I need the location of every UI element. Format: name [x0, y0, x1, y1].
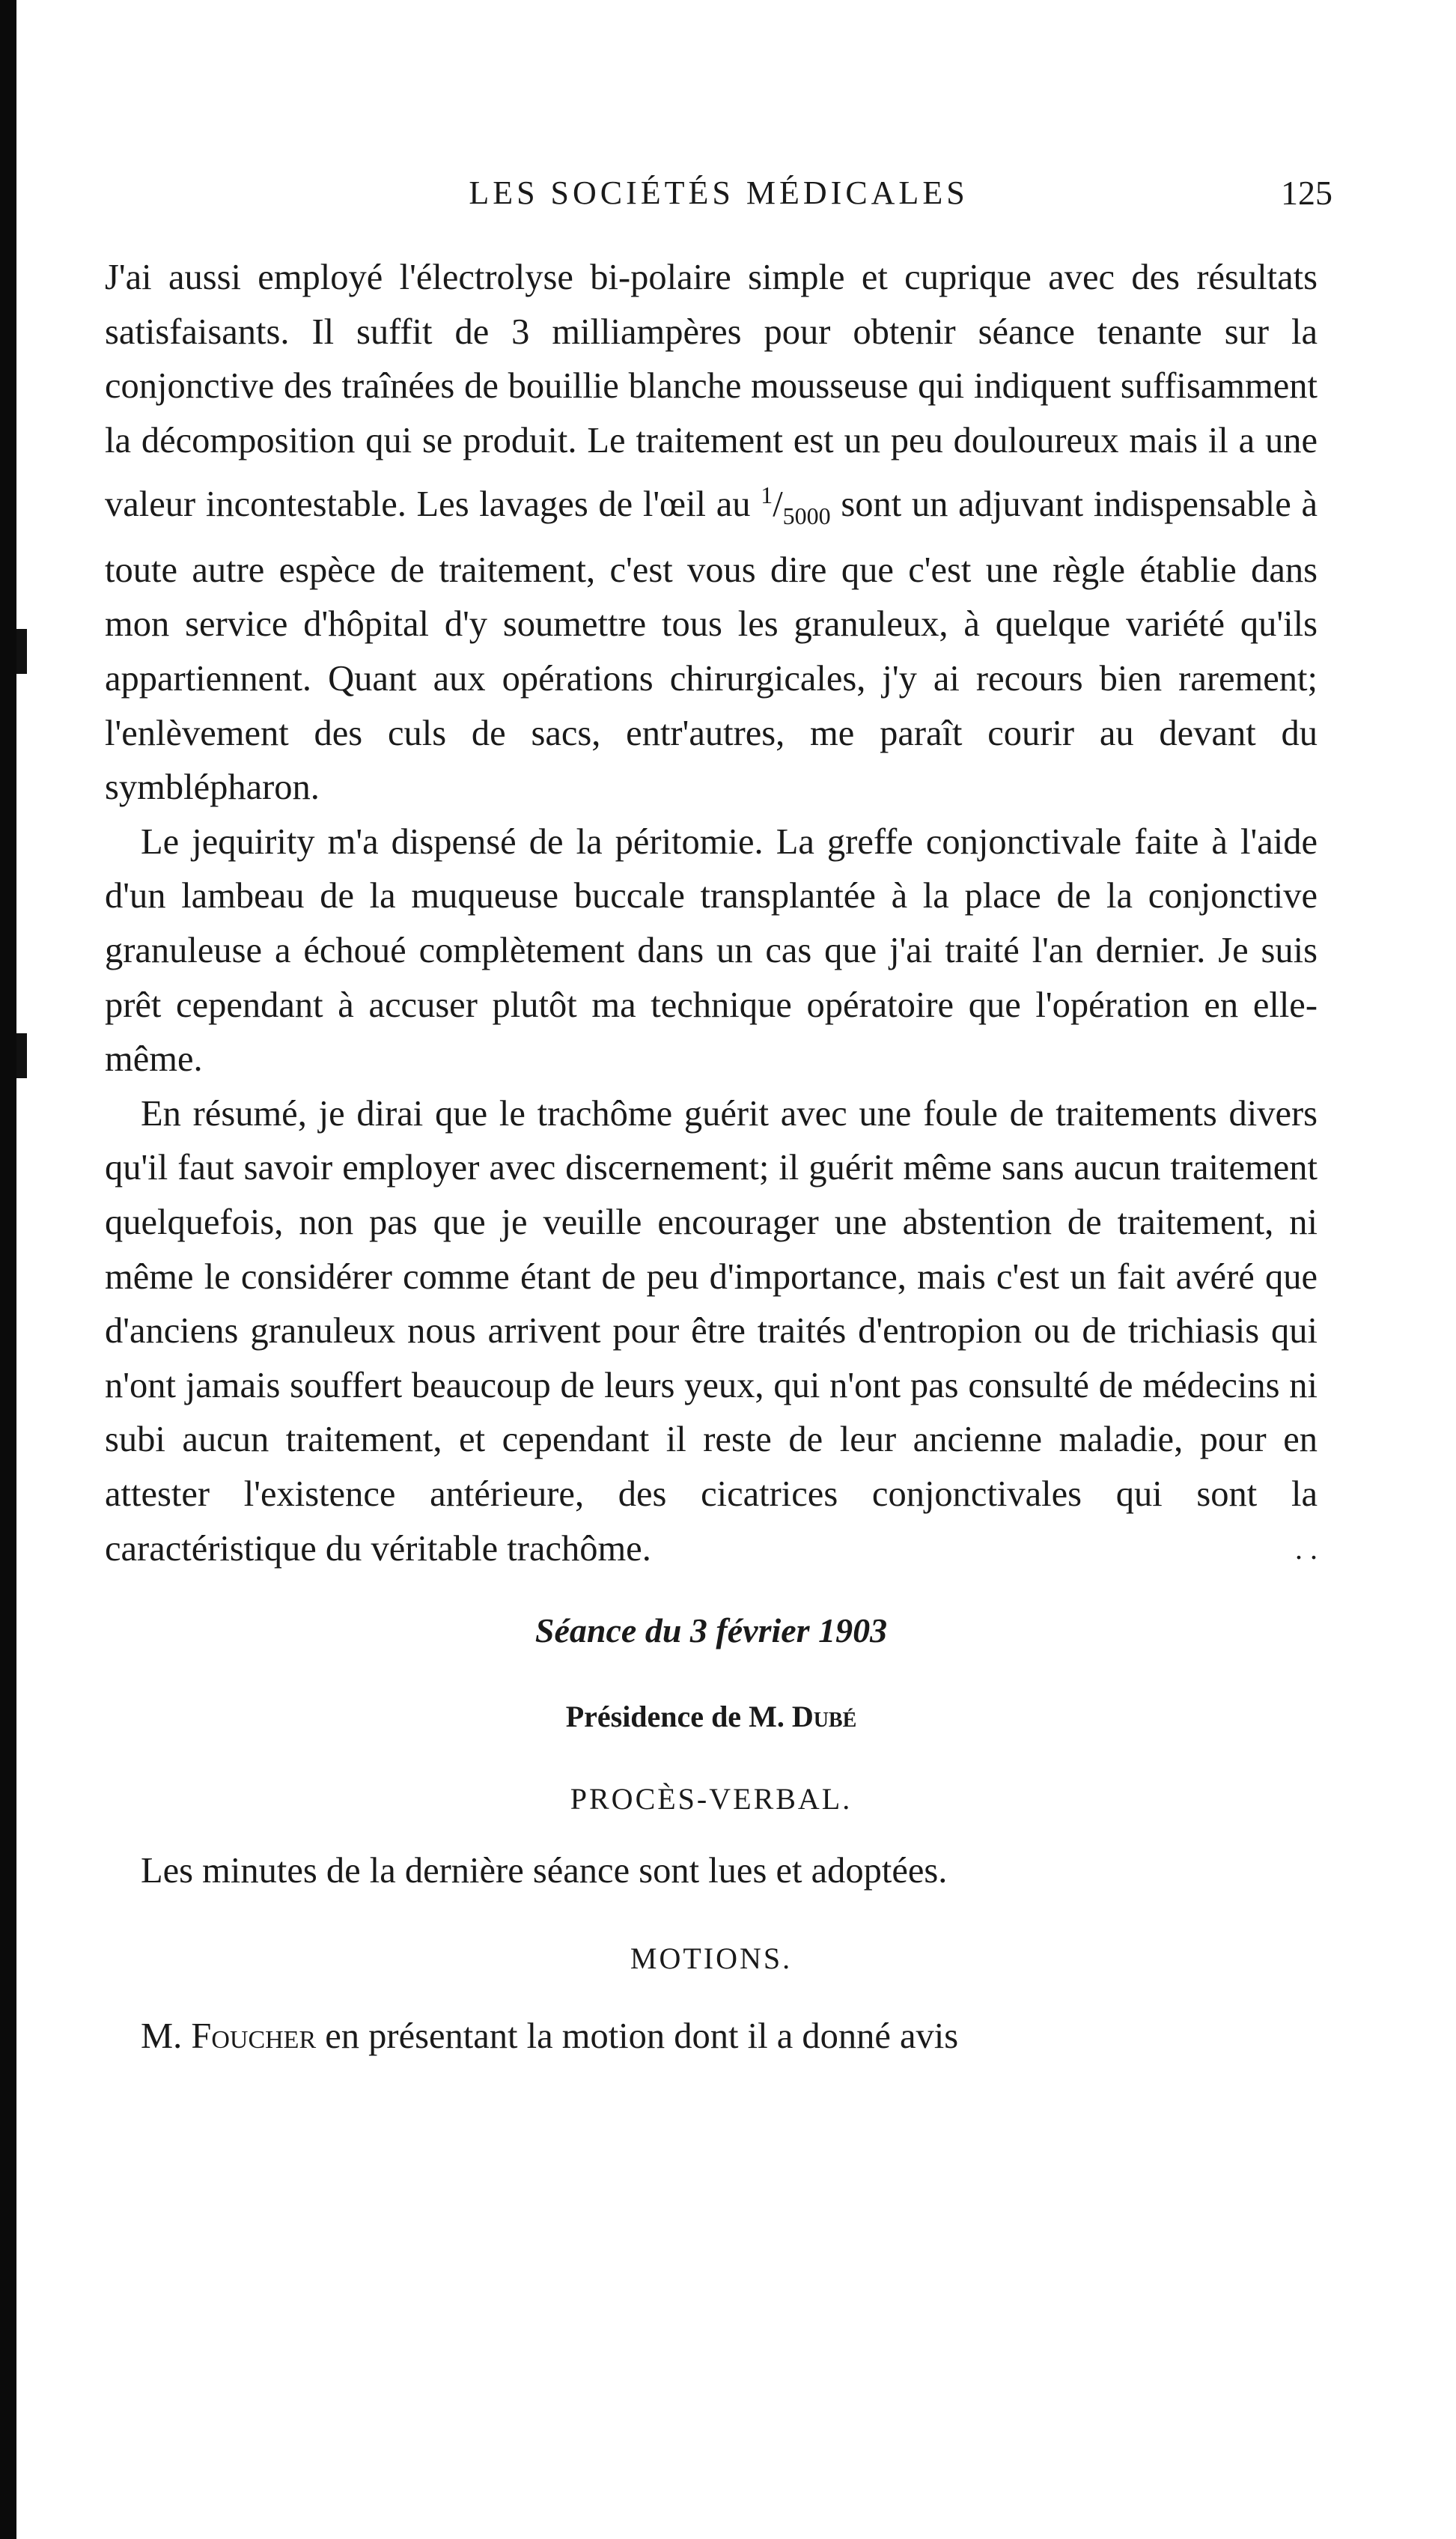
presidence-line: [105, 1694, 1318, 1739]
seance-title: Séance du 3 février 1903: [534, 1611, 888, 1650]
president-name: Dubé: [791, 1700, 857, 1734]
running-head: LES SOCIÉTÉS MÉDICALES: [469, 174, 969, 211]
page-body: [105, 251, 1318, 2064]
motions-heading: MOTIONS.: [630, 1941, 793, 1975]
paragraph: En résumé, je dirai que le trachôme guérit avec une foule de traitements divers qu'il faut savoir employer avec discernement; il guérit même sans aucun traitement quelquefois, non pas que je veuille encourager une abstention de traitement, ni même le considérer comme étant de peu d'importance, mais c'est un fait avéré que d'anciens granuleux nous arrivent pour être traités d'entropion ou de trichiasis qui n'ont jamais souffert beaucoup de leurs yeux, qui n'ont pas consulté de médecins ni subi aucun traitement, et cependant il reste de leur ancienne maladie, pour en attester l'existence antérieure, des cicatrices conjonctivales qui sont la caractéristique du véritable trachôme.: [105, 1093, 1318, 1569]
fraction-numerator: 1: [761, 481, 773, 509]
motion-prefix: M.: [141, 2016, 183, 2056]
paragraph: J'ai aussi employé l'électrolyse bi-polaire simple et cuprique avec des résultats satisfaisants. Il suffit de 3 milliampères pour obtenir séance tenante sur la conjonctive des traînées de bouillie blanche mousseuse qui indiquent suffisamment la décomposition qui se produit. Le traitement est un peu douloureux mais il a une valeur incontestable. Les lavages de l'œil au $^1/_{5000}$ sont un adjuvant indispensable à toute autre espèce de traitement, c'est vous dire que c'est une règle établie dans mon service d'hôpital d'y soumettre tous les granuleux, à quelque variété qu'ils appartiennent. Quant aux opérations chirurgicales, j'y ai recours bien rarement; l'enlèvement des culs de sacs, entr'autres, me paraît courir au devant du symblépharon.: [105, 258, 1318, 808]
page-number: 125: [1281, 174, 1332, 212]
binding-mark: [16, 1033, 27, 1078]
motion-text: en présentant la motion dont il a donné avis: [325, 2016, 959, 2056]
motion-paragraph: [105, 2010, 1318, 2064]
paragraph-wrap: [105, 1087, 1318, 1576]
presidence-prefix: Présidence de M.: [565, 1700, 785, 1734]
book-binding-edge: [0, 0, 16, 2539]
paragraph-text: sont un adjuvant indispensable à toute autre espèce de traitement, c'est vous dire que c'est une règle établie dans mon service d'hôpital d'y soumettre tous les granuleux, à quelque variété qu'ils appartiennent. Quant aux opérations chirurgicales, j'y ai recours bien rarement; l'enlèvement des culs de sacs, entr'autres, me paraît courir au devant du symblépharon.: [105, 484, 1318, 808]
paragraph-text: J'ai aussi employé l'électrolyse bi-polaire simple et cuprique avec des résultats satisfaisants. Il suffit de 3 milliampères pour obtenir séance tenante sur la conjonctive des traînées de bouillie blanche mousseuse qui indiquent suffisamment la décomposition qui se produit. Le traitement est un peu douloureux mais il a une valeur incontestable. Les lavages de l'œil au: [105, 258, 1318, 525]
paragraph: Le jequirity m'a dispensé de la péritomie. La greffe conjonctivale faite à l'aide d'un lambeau de la muqueuse buccale transplantée à la place de la conjonctive granuleuse a échoué complètement dans un cas que j'ai traité l'an dernier. Je suis prêt cependant à accuser plutôt ma technique opératoire que l'opération en elle-même.: [105, 821, 1318, 1080]
fraction-denominator: 5000: [782, 502, 831, 530]
minutes-paragraph: Les minutes de la dernière séance sont lues et adoptées.: [141, 1851, 948, 1891]
motion-speaker: Foucher: [191, 2016, 317, 2056]
section-separator: . .: [1295, 1531, 1318, 1566]
page-header: [105, 171, 1332, 216]
binding-mark: [16, 629, 27, 674]
proces-verbal-heading: PROCÈS-VERBAL.: [570, 1782, 853, 1816]
